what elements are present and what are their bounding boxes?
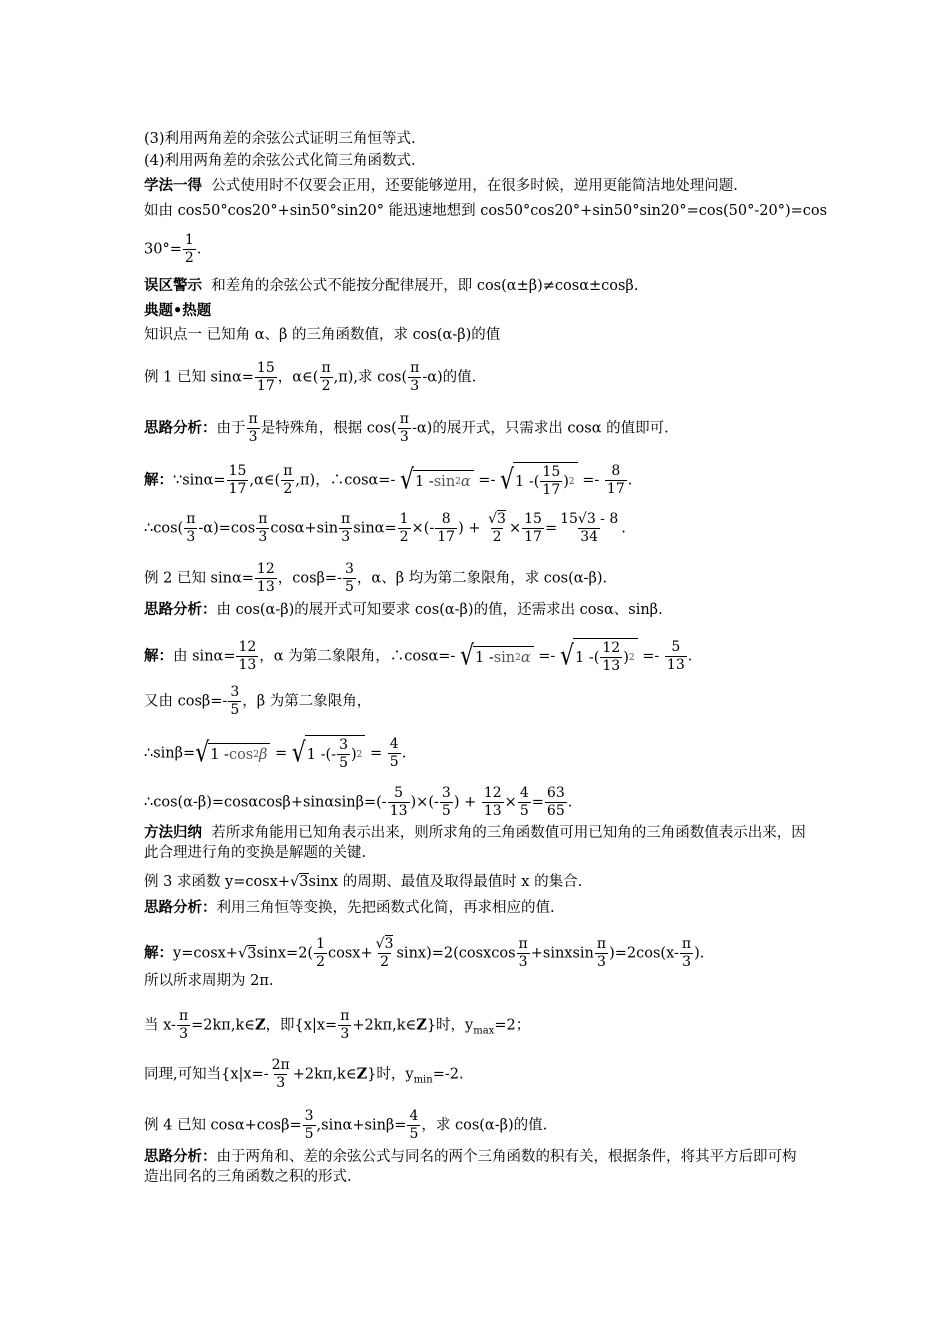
- example-3: 例 3 求函数 y=cosx+√3sinx 的周期、最值及取得最值时 x 的集合.: [144, 874, 583, 890]
- text: sinx)=2(cosxcos: [396, 945, 516, 962]
- text: =2；: [494, 1017, 531, 1034]
- fraction: [545, 785, 567, 820]
- text: 例 3 求函数 y=cosx+: [144, 874, 291, 890]
- section-heading: 典题•热题: [144, 302, 212, 319]
- fraction: [388, 736, 401, 771]
- denominator: 13: [238, 657, 257, 673]
- denominator: 3: [518, 954, 528, 970]
- exponent: 2: [253, 749, 259, 760]
- numerator: π: [258, 511, 268, 527]
- fraction: [398, 511, 411, 546]
- method-summary: [144, 823, 809, 863]
- text: +sinxsin: [530, 945, 594, 962]
- numerator: 1: [184, 232, 194, 248]
- text: 由于两角和、差的余弦公式与同名的两个三角函数的积有关，根据条件，将其平方后即可构造出同名的三角函数之积的形式.: [144, 1149, 797, 1185]
- numerator: π: [178, 1008, 189, 1024]
- text: .: [401, 745, 407, 762]
- denominator: 65: [546, 803, 565, 819]
- denominator: 5: [441, 803, 451, 819]
- text: =2kπ,k∈: [191, 1017, 255, 1034]
- denominator: 3: [410, 378, 420, 394]
- analysis-2: [144, 600, 809, 620]
- numerator: π: [518, 936, 528, 952]
- fraction: [482, 785, 504, 820]
- denominator: 5: [344, 579, 354, 595]
- text: ): [563, 473, 569, 490]
- fraction: [337, 737, 350, 772]
- denominator: 13: [483, 803, 502, 819]
- text: ，α、β 均为第二象限角，求 cos(α-β).: [356, 570, 608, 587]
- sqrt-expression: √ 1 - ( $\frac{15}{17}$ ) 2: [500, 462, 578, 499]
- denominator: 17: [524, 529, 542, 545]
- text: 同理,可知当{x|x=-: [144, 1066, 269, 1083]
- text: ，α∈(: [277, 369, 319, 386]
- text: Z: [356, 1065, 368, 1083]
- fraction: [486, 511, 508, 546]
- numerator: 3: [344, 561, 354, 577]
- denominator: 2: [316, 954, 326, 970]
- radicand: 3: [247, 945, 257, 962]
- exponent: 2: [515, 652, 521, 663]
- solution-3-line2: 所以所求周期为 2π.: [144, 973, 274, 989]
- text: (-: [423, 520, 435, 537]
- solution-1-line1: [144, 462, 809, 499]
- text: 1 -: [474, 649, 494, 666]
- denominator: 3: [276, 1075, 286, 1091]
- sqrt-expression: √ 1 - sin 2 α: [460, 646, 534, 668]
- text: 是特殊角，根据 cos(: [260, 420, 397, 437]
- solution-2-line1: [144, 638, 809, 675]
- numerator: 12: [483, 785, 502, 801]
- text: ,sinα+sinβ=: [316, 1117, 407, 1134]
- numerator: π: [681, 936, 692, 952]
- fraction: [247, 411, 260, 446]
- section-label: 方法归纳: [144, 824, 202, 841]
- fraction: [339, 511, 352, 546]
- text: 利用三角恒等变换，先把函数式化简，再求相应的值.: [216, 900, 555, 916]
- denominator: 2: [492, 529, 502, 545]
- text: 又由 cosβ=-: [144, 693, 228, 710]
- text: ，cosβ=-: [277, 570, 342, 587]
- denominator: 17: [256, 378, 275, 394]
- sqrt-expression: √ 1 - sin 2 α: [400, 470, 474, 492]
- text: α: [520, 649, 531, 666]
- numerator: 15√3 - 8: [560, 511, 619, 527]
- radicand: 3: [299, 874, 309, 890]
- fraction: [228, 684, 241, 719]
- text: -α)=cos: [198, 520, 256, 537]
- fraction: [270, 1057, 292, 1092]
- text: cosα+sin: [270, 520, 339, 537]
- text: (-: [325, 746, 337, 763]
- analysis-3: [144, 898, 809, 918]
- denominator: 5: [339, 755, 348, 771]
- text: =: [531, 794, 544, 811]
- fraction: [343, 561, 356, 596]
- section-label: 学法一得: [144, 177, 202, 194]
- denominator: 2: [399, 529, 409, 545]
- exponent: 2: [568, 476, 575, 487]
- analysis-1: [144, 411, 809, 446]
- text: 1 -: [574, 649, 594, 666]
- text: 30°=: [144, 241, 182, 258]
- denominator: 3: [597, 954, 606, 970]
- fraction: [319, 360, 332, 395]
- text: 由于: [216, 420, 246, 437]
- denominator: 17: [228, 481, 247, 497]
- text: ，求 cos(α-β)的值.: [421, 1117, 548, 1134]
- fraction: [665, 639, 687, 674]
- numerator: 2π: [271, 1057, 290, 1073]
- numerator: π: [399, 411, 409, 427]
- numerator: 12: [238, 639, 257, 655]
- section-label: 解：: [144, 471, 173, 489]
- text: )=2cos(x-: [609, 945, 679, 962]
- text: cos: [228, 746, 254, 763]
- text: ，β 为第二象限角，: [242, 693, 372, 710]
- text: Z: [416, 1016, 427, 1034]
- denominator: 34: [580, 529, 599, 545]
- numerator: π: [283, 463, 293, 479]
- text: ∵sinα=: [173, 472, 226, 489]
- text: =-: [538, 648, 556, 665]
- example-2: [144, 561, 809, 596]
- denominator: 13: [602, 658, 621, 674]
- denominator: 17: [437, 529, 456, 545]
- text: ,π),求 cos(: [333, 369, 408, 386]
- fraction: [303, 1108, 316, 1143]
- numerator: 1: [316, 936, 326, 952]
- numerator: 8: [441, 511, 451, 527]
- denominator: 3: [682, 954, 691, 970]
- radicand: 3: [497, 511, 506, 527]
- text: =: [544, 520, 558, 537]
- section-label: 思路分析：: [144, 601, 217, 618]
- numerator: π: [341, 511, 351, 527]
- fraction: [338, 1008, 351, 1043]
- text: 当 x-: [144, 1017, 176, 1034]
- text: ).: [694, 945, 705, 962]
- text: sinα=: [353, 520, 397, 537]
- denominator: 2: [283, 481, 293, 497]
- denominator: 5: [304, 1126, 314, 1142]
- solution-3-line1: 解：y=cosx+√3sinx=2( $\frac{1}{2}$ cosx+ $\frac{√3}{2}$ sinx)=2(cosxcos $\frac{\pi}{3}$ +sinxsin $\frac{\pi}{3}$ )=2cos(x- $\frac{\pi}{3}$ ).: [144, 936, 705, 970]
- text: ): [623, 649, 629, 666]
- fraction: [558, 511, 620, 546]
- text: ×: [508, 520, 522, 537]
- sqrt-expression: √ 1 - ( $\frac{12}{13}$ ) 2: [560, 638, 638, 675]
- analysis-4: [144, 1147, 809, 1187]
- text: 若所求角能用已知角表示出来，则所求角的三角函数值可用已知角的三角函数值表示出来，因此合理进行角的变换是解题的关键.: [144, 825, 806, 861]
- text: ，即{x|x=: [265, 1017, 338, 1034]
- example-4: [144, 1108, 809, 1143]
- text: .: [621, 520, 626, 537]
- fraction: [183, 232, 196, 267]
- fraction: [435, 511, 457, 546]
- denominator: 17: [542, 482, 561, 498]
- fraction: [281, 463, 294, 498]
- fraction: [314, 936, 327, 971]
- solution-3-line4: [144, 1057, 809, 1092]
- text: sin: [493, 649, 516, 666]
- fraction: [177, 1008, 190, 1043]
- text: ,α∈(: [249, 472, 281, 489]
- text: -α)的值.: [422, 369, 477, 386]
- denominator: 3: [258, 529, 268, 545]
- numerator: 1: [399, 511, 409, 527]
- fraction: [227, 463, 249, 498]
- numerator: 3: [304, 1108, 314, 1124]
- sqrt-expression: √ 1 - cos 2 β: [195, 743, 270, 765]
- section-label: 思路分析：: [144, 899, 217, 916]
- text: Z: [254, 1016, 266, 1034]
- denominator: 2: [321, 378, 331, 394]
- numerator: 4: [519, 785, 529, 801]
- section-label: 思路分析：: [144, 1148, 217, 1165]
- section-label: 思路分析：: [144, 419, 217, 437]
- text: 例 1 已知 sinα=: [144, 369, 254, 386]
- numerator: 15: [256, 360, 275, 376]
- numerator: 3: [339, 737, 348, 753]
- text: ×: [504, 794, 517, 811]
- text: =-: [478, 472, 496, 489]
- text: 公式使用时不仅要会正用，还要能够逆用，在很多时候，逆用更能简洁地处理问题.: [211, 178, 738, 194]
- text: ∴cos(: [144, 520, 184, 537]
- fraction: [407, 1108, 420, 1143]
- fraction: [600, 640, 622, 675]
- denominator: 13: [389, 803, 408, 819]
- knowledge-point-1: 知识点一 已知角 α、β 的三角函数值，求 cos(α-β)的值: [144, 327, 501, 343]
- fraction: [680, 936, 693, 971]
- line-4: (4)利用两角差的余弦公式化简三角函数式.: [144, 153, 416, 169]
- numerator: 15: [524, 511, 542, 527]
- denominator: 3: [340, 1026, 350, 1042]
- fraction: [595, 936, 608, 971]
- numerator: 3: [441, 785, 451, 801]
- xuefa-line3: [144, 232, 809, 267]
- text: .: [567, 794, 573, 811]
- text: 例 2 已知 sinα=: [144, 570, 254, 587]
- text: (: [533, 473, 540, 490]
- numerator: 5: [394, 785, 404, 801]
- text: ×: [411, 520, 424, 537]
- text: 由 cos(α-β)的展开式可知要求 cos(α-β)的值，还需求出 cosα、sinβ.: [216, 602, 663, 618]
- denominator: 2: [184, 250, 194, 266]
- text: sinx=2(: [256, 945, 314, 962]
- text: ∴sinβ=: [144, 745, 196, 762]
- text: 例 4 已知 cosα+cosβ=: [144, 1117, 302, 1134]
- numerator: 12: [256, 561, 275, 577]
- text: ) +: [458, 520, 481, 537]
- fraction: [184, 511, 197, 546]
- text: y=cosx+: [173, 945, 238, 962]
- numerator: π: [340, 1008, 350, 1024]
- example-1: [144, 360, 809, 395]
- solution-1-line2: [144, 511, 809, 546]
- fraction: [522, 511, 544, 546]
- solution-2-line2: [144, 684, 809, 719]
- denominator: 3: [341, 529, 351, 545]
- numerator: 15: [542, 464, 561, 480]
- wuqu-paragraph: [144, 276, 809, 296]
- fraction: [388, 785, 410, 820]
- text: (: [593, 649, 600, 666]
- text: +2kπ,k∈: [292, 1066, 357, 1083]
- fraction: [256, 511, 269, 546]
- text: =: [370, 745, 383, 762]
- text: (-: [376, 794, 387, 811]
- numerator: π: [596, 936, 607, 952]
- fraction: [374, 936, 396, 971]
- xuefa-paragraph: [144, 176, 809, 196]
- fraction: [408, 360, 421, 395]
- text: cosx+: [328, 945, 373, 962]
- numerator: π: [248, 411, 258, 427]
- subscript: min: [413, 1074, 433, 1086]
- text: 1 -: [210, 746, 229, 763]
- text: =-: [582, 472, 600, 489]
- numerator: 4: [409, 1108, 419, 1124]
- denominator: 3: [248, 429, 258, 445]
- numerator: 3: [230, 684, 240, 700]
- exponent: 2: [356, 749, 363, 760]
- radicand: 3: [384, 936, 394, 952]
- text: =-2.: [432, 1066, 464, 1083]
- fraction: [255, 360, 277, 395]
- numerator: π: [186, 511, 196, 527]
- denominator: 13: [256, 579, 275, 595]
- text: .: [196, 241, 202, 258]
- numerator: √3: [488, 511, 506, 527]
- solution-2-line4: [144, 785, 809, 820]
- text: 1 -: [415, 473, 434, 490]
- sqrt-expression: √ 1 - (- $\frac{3}{5}$ ) 2: [292, 735, 366, 772]
- section-label: 误区警示: [144, 277, 202, 294]
- numerator: 12: [602, 640, 621, 656]
- text: ,π)，∴cosα=-: [295, 472, 396, 489]
- numerator: π: [321, 360, 331, 376]
- subscript: max: [473, 1025, 495, 1037]
- numerator: 5: [671, 639, 681, 655]
- text: )×(-: [410, 794, 439, 811]
- text: .: [627, 472, 633, 489]
- section-label: 解：: [144, 944, 173, 962]
- denominator: 5: [519, 803, 529, 819]
- text: sin: [433, 473, 456, 490]
- fraction: [517, 936, 530, 971]
- fraction: [540, 464, 562, 499]
- text: =: [274, 745, 288, 762]
- denominator: 3: [399, 429, 409, 445]
- text: α: [460, 473, 471, 490]
- text: ∴cos(α-β)=cosαcosβ+sinαsinβ=: [144, 794, 377, 811]
- fraction: [398, 411, 411, 446]
- section-label: 解：: [144, 647, 173, 665]
- denominator: 5: [409, 1126, 419, 1142]
- numerator: π: [410, 360, 420, 376]
- text: β: [258, 746, 268, 763]
- text: ，α 为第二象限角，∴cosα=-: [259, 648, 456, 665]
- denominator: 5: [389, 754, 399, 770]
- numerator: 4: [389, 736, 399, 752]
- numerator: 15: [228, 463, 247, 479]
- fraction: [236, 639, 258, 674]
- text: 由 sinα=: [173, 648, 236, 665]
- denominator: 3: [179, 1026, 188, 1042]
- fraction: [605, 463, 627, 498]
- text: +2kπ,k∈: [352, 1017, 417, 1034]
- numerator: √3: [375, 936, 394, 952]
- text: sinx 的周期、最值及取得最值时 x 的集合.: [308, 874, 583, 890]
- text: 1 -: [306, 746, 326, 763]
- text: 和差角的余弦公式不能按分配律展开，即 cos(α±β)≠cosα±cosβ.: [211, 278, 639, 294]
- numerator: 8: [611, 463, 621, 479]
- text: ): [351, 746, 357, 763]
- denominator: 3: [186, 529, 196, 545]
- fraction: [255, 561, 277, 596]
- denominator: 2: [380, 954, 390, 970]
- fraction: [518, 785, 531, 820]
- text: }时，y: [367, 1066, 414, 1083]
- text: ) +: [453, 794, 477, 811]
- numerator: 63: [546, 785, 565, 801]
- exponent: 2: [628, 652, 635, 663]
- exponent: 2: [455, 476, 461, 487]
- text: =-: [642, 648, 660, 665]
- denominator: 5: [230, 702, 240, 718]
- xuefa-line2: 如由 cos50°cos20°+sin50°sin20° 能迅速地想到 cos50°cos20°+sin50°sin20°=cos(50°-20°)=cos: [144, 203, 828, 219]
- solution-3-line3: [144, 1008, 809, 1043]
- denominator: 13: [666, 657, 685, 673]
- fraction: [440, 785, 453, 820]
- solution-2-line3: [144, 735, 809, 772]
- line-3: (3)利用两角差的余弦公式证明三角恒等式.: [144, 131, 416, 147]
- text: .: [687, 648, 693, 665]
- text: 1 -: [515, 473, 534, 490]
- text: -α)的展开式，只需求出 cosα 的值即可.: [411, 420, 669, 437]
- denominator: 17: [606, 481, 625, 497]
- text: }时，y: [426, 1017, 474, 1034]
